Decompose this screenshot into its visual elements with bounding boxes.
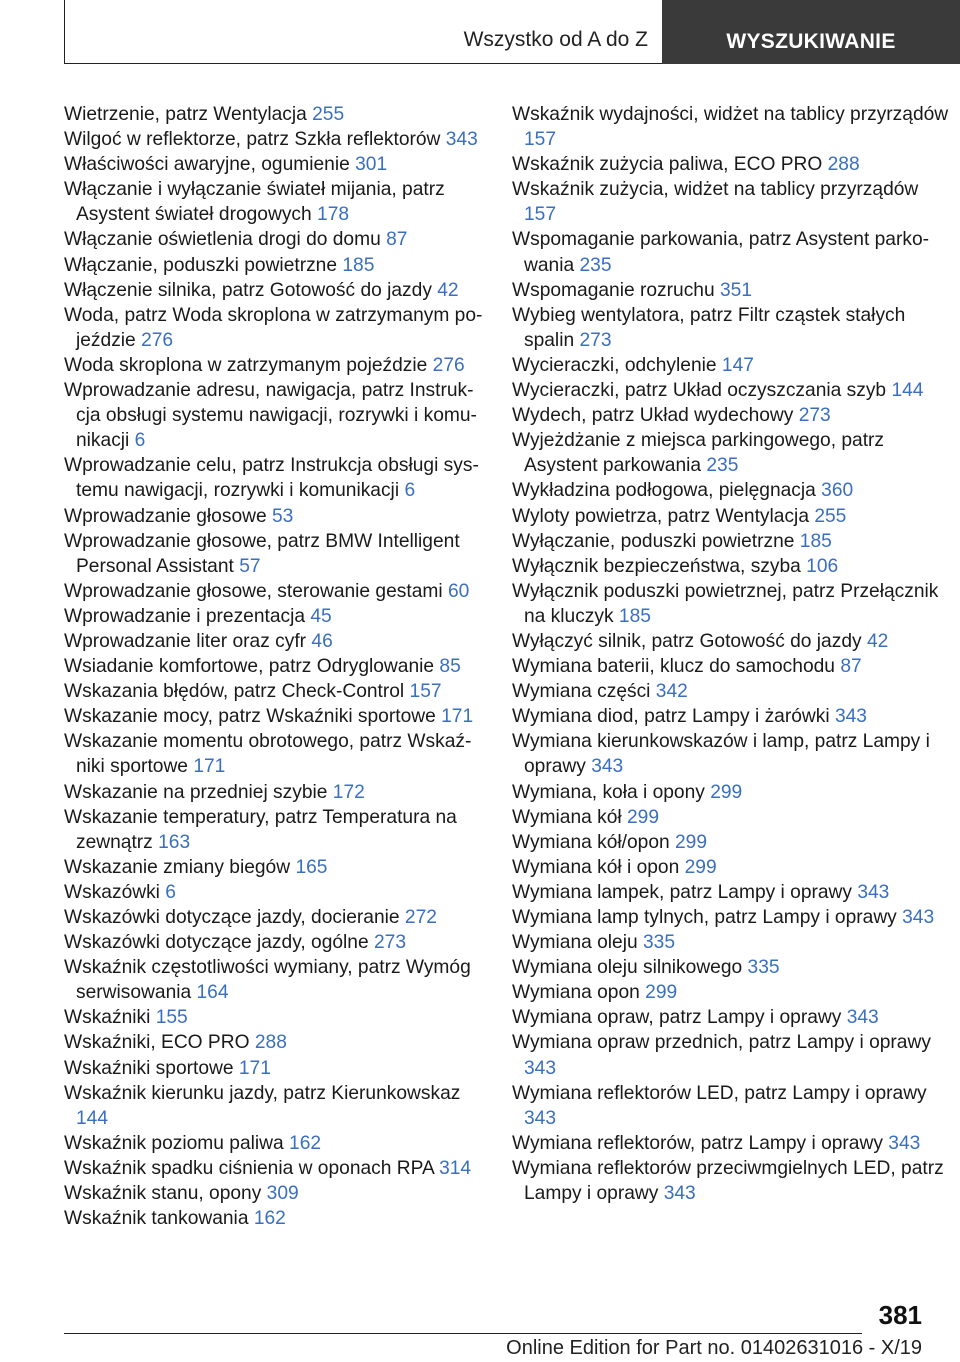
index-entry-text: Wilgoć w reflektorze, patrz Szkła reflektorów — [64, 129, 441, 151]
page-reference-link[interactable]: 6 — [404, 480, 416, 502]
index-entry-text: Właściwości awaryjne, ogumienie — [64, 154, 350, 176]
index-entry — [512, 102, 952, 152]
index-entry — [64, 504, 484, 529]
index-entry-text: Wprowadzanie liter oraz cyfr — [64, 630, 307, 652]
index-entry-text: Włączanie, poduszki powietrzne — [64, 254, 338, 276]
page-reference-link[interactable]: 235 — [706, 455, 739, 477]
page-reference-link[interactable]: 299 — [710, 781, 743, 803]
page-number: 381 — [878, 1300, 922, 1330]
index-entry — [64, 253, 484, 278]
page-reference-link[interactable]: 157 — [524, 129, 557, 151]
index-entry — [512, 1131, 952, 1156]
index-entry-text: Wymiana baterii, klucz do samochodu — [512, 656, 835, 678]
header-section-title: Wszystko od A do Z — [463, 28, 648, 51]
page-reference-link[interactable]: 57 — [239, 555, 261, 577]
page-reference-link[interactable]: 163 — [158, 831, 191, 853]
index-entry-text: Wymiana części — [512, 681, 651, 703]
index-entry — [512, 378, 952, 403]
index-entry-text: Wymiana oleju silnikowego — [512, 957, 743, 979]
index-entry-text: Wyłącznik poduszki powietrznej, patrz Przełącznik na kluczyk — [512, 580, 939, 627]
index-entry-text: Wspomaganie parkowania, patrz Asystent parkowania — [512, 229, 930, 276]
index-entry — [64, 353, 484, 378]
page-reference-link[interactable]: 273 — [374, 932, 407, 954]
index-entry-text: Wprowadzanie głosowe — [64, 505, 267, 527]
page-reference-link[interactable]: 165 — [295, 856, 328, 878]
index-entry-text: Wyłączyć silnik, patrz Gotowość do jazdy — [512, 630, 862, 652]
index-entry — [64, 1206, 484, 1231]
index-entry — [512, 303, 952, 353]
index-entry-text: Wskaźniki sportowe — [64, 1057, 234, 1079]
index-entry-text: Wprowadzanie celu, patrz Instrukcja obsługi systemu nawigacji, rozrywki i komunikacji — [64, 455, 479, 502]
index-entry-text: Wskazanie temperatury, patrz Temperatura na zewnątrz — [64, 806, 457, 853]
index-entry-text: Wskaźnik kierunku jazdy, patrz Kierunkowskaz — [64, 1082, 461, 1104]
page-reference-link[interactable]: 185 — [618, 605, 651, 627]
index-entry-text: Wymiana opraw, patrz Lampy i oprawy — [512, 1007, 842, 1029]
page-reference-link[interactable]: 343 — [591, 756, 624, 778]
index-entry — [512, 554, 952, 579]
index-entry-text: Woda skroplona w zatrzymanym pojeździe — [64, 354, 428, 376]
index-entry — [512, 403, 952, 428]
index-entry — [64, 855, 484, 880]
page-reference-link[interactable]: 309 — [266, 1183, 299, 1205]
index-entry — [64, 278, 484, 303]
index-entry — [64, 1030, 484, 1055]
index-entry-text: Wskazówki — [64, 881, 160, 903]
page-reference-link[interactable]: 45 — [310, 605, 332, 627]
index-entry — [512, 855, 952, 880]
index-entry — [64, 177, 484, 227]
index-entry — [64, 1005, 484, 1030]
index-entry — [64, 780, 484, 805]
index-entry-text: Wymiana kół — [512, 806, 622, 828]
footer-divider — [64, 1333, 862, 1334]
index-entry-text: Wskazanie na przedniej szybie — [64, 781, 328, 803]
index-entry-text: Wycieraczki, patrz Układ oczyszczania szyb — [512, 380, 887, 402]
page-reference-link[interactable]: 299 — [684, 856, 717, 878]
index-entry — [64, 127, 484, 152]
index-entry-text: Wskazówki dotyczące jazdy, ogólne — [64, 932, 369, 954]
page-reference-link[interactable]: 155 — [155, 1007, 188, 1029]
page-reference-link[interactable]: 335 — [643, 932, 676, 954]
index-entry — [512, 1005, 952, 1030]
page-reference-link[interactable]: 157 — [409, 681, 442, 703]
page-reference-link[interactable]: 272 — [404, 907, 437, 928]
page-reference-link[interactable]: 343 — [888, 1132, 921, 1154]
page-reference-link[interactable]: 343 — [663, 1183, 696, 1205]
index-entry — [512, 780, 952, 805]
index-entry — [512, 679, 952, 704]
page-reference-link[interactable]: 53 — [271, 505, 294, 527]
index-entry — [512, 278, 952, 303]
index-entry-text: Włączanie oświetlenia drogi do domu — [64, 229, 381, 251]
page-reference-link[interactable]: 171 — [238, 1057, 271, 1079]
index-entry-text: Wymiana kierunkowskazów i lamp, patrz Lampy i oprawy — [512, 731, 930, 778]
footer-edition-text: Online Edition for Part no. 01402631016 - X/19 — [506, 1337, 922, 1359]
index-entry-text: Wymiana reflektorów LED, patrz Lampy i oprawy — [512, 1082, 927, 1104]
index-entry-text: Wyloty powietrza, patrz Wentylacja — [512, 505, 809, 527]
page-reference-link[interactable]: 343 — [524, 1107, 557, 1129]
index-entry — [512, 177, 952, 227]
page-reference-link[interactable]: 235 — [579, 254, 612, 276]
index-entry-text: Wskaźnik częstotliwości wymiany, patrz Wymóg serwisowania — [64, 957, 471, 1004]
index-entry-text: Wskaźniki — [64, 1007, 151, 1029]
page-reference-link[interactable]: 144 — [891, 380, 924, 402]
index-entry — [64, 604, 484, 629]
page-reference-link[interactable]: 276 — [432, 354, 465, 376]
index-entry-text: Wycieraczki, odchylenie — [512, 354, 717, 376]
index-entry-text: Wymiana diod, patrz Lampy i żarówki — [512, 706, 830, 728]
page-reference-link[interactable]: 276 — [141, 329, 174, 351]
page-reference-link[interactable]: 60 — [447, 580, 470, 602]
page-reference-link[interactable]: 185 — [799, 530, 832, 552]
index-entry — [512, 880, 952, 905]
page-reference-link[interactable]: 288 — [827, 154, 860, 176]
index-entry — [512, 805, 952, 830]
index-entry — [512, 227, 952, 277]
index-entry — [64, 378, 484, 453]
index-entry-text: Wietrzenie, patrz Wentylacja — [64, 104, 307, 125]
index-entry — [64, 1181, 484, 1206]
index-entry-text: Wymiana reflektorów, patrz Lampy i oprawy — [512, 1132, 883, 1154]
index-entry — [64, 1131, 484, 1156]
index-entry — [512, 729, 952, 779]
index-entry-text: Wskazówki dotyczące jazdy, docieranie — [64, 907, 400, 928]
page-reference-link[interactable]: 185 — [342, 254, 375, 276]
index-entry-text: Wskaźnik poziomu paliwa — [64, 1132, 284, 1154]
page-reference-link[interactable]: 343 — [902, 907, 935, 928]
index-entry — [512, 830, 952, 855]
index-entry-text: Wprowadzanie i prezentacja — [64, 605, 306, 627]
index-entry — [64, 453, 484, 503]
page-reference-link[interactable]: 343 — [846, 1007, 879, 1029]
page-reference-link[interactable]: 87 — [386, 229, 408, 251]
page-reference-link[interactable]: 342 — [655, 681, 688, 703]
index-entry — [512, 478, 952, 503]
page-reference-link[interactable]: 171 — [441, 706, 474, 728]
index-entry-text: Wskaźnik zużycia, widżet na tablicy przyrządów — [512, 179, 919, 201]
page-reference-link[interactable]: 343 — [445, 129, 478, 151]
index-entry — [64, 1081, 484, 1131]
index-entry-text: Wymiana kół i opon — [512, 856, 680, 878]
index-entry-text: Wymiana opraw przednich, patrz Lampy i oprawy — [512, 1032, 931, 1054]
page-reference-link[interactable]: 255 — [312, 104, 345, 125]
page-reference-link[interactable]: 343 — [857, 881, 890, 903]
index-entry — [64, 629, 484, 654]
page-reference-link[interactable]: 360 — [821, 480, 854, 502]
index-entry — [64, 805, 484, 855]
index-entry-text: Wprowadzanie głosowe, sterowanie gestami — [64, 580, 443, 602]
index-entry-text: Wskazanie mocy, patrz Wskaźniki sportowe — [64, 706, 436, 728]
index-entry-text: Wspomaganie rozruchu — [512, 279, 715, 301]
index-entry — [64, 654, 484, 679]
index-entry — [64, 1056, 484, 1081]
index-entry — [512, 980, 952, 1005]
index-entry-text: Włączanie i wyłączanie świateł mijania, patrz Asystent świateł drogowych — [64, 179, 445, 226]
page-reference-link[interactable]: 106 — [806, 555, 839, 577]
index-entry — [512, 152, 952, 177]
page-reference-link[interactable]: 273 — [798, 405, 831, 427]
page-reference-link[interactable]: 299 — [627, 806, 660, 828]
index-entry-text: Wydech, patrz Układ wydechowy — [512, 405, 794, 427]
index-entry-text: Wskazanie momentu obrotowego, patrz Wskaźniki sportowe — [64, 731, 472, 778]
page-reference-link[interactable]: 162 — [289, 1132, 322, 1154]
index-entry-text: Wskazania błędów, patrz Check-Control — [64, 681, 405, 703]
index-entry-text: Wymiana reflektorów przeciwmgielnych LED, patrz Lampy i oprawy — [512, 1157, 944, 1205]
page-reference-link[interactable]: 351 — [719, 279, 752, 301]
index-entry-text: Wymiana opon — [512, 982, 640, 1004]
page-reference-link[interactable]: 178 — [317, 204, 350, 226]
index-entry-text: Włączenie silnika, patrz Gotowość do jazdy — [64, 279, 432, 301]
index-entry — [512, 504, 952, 529]
search-tab[interactable]: WYSZUKIWANIE — [662, 0, 960, 64]
index-entry-text: Wybieg wentylatora, patrz Filtr cząstek stałych spalin — [512, 304, 906, 351]
index-entry — [64, 529, 484, 579]
page-reference-link[interactable]: 299 — [645, 982, 678, 1004]
index-entry-text: Wprowadzanie głosowe, patrz BMW Intelligent Personal Assistant — [64, 530, 460, 577]
page-reference-link[interactable]: 42 — [437, 279, 459, 301]
index-entry — [64, 102, 484, 127]
index-entry — [512, 930, 952, 955]
page-reference-link[interactable]: 288 — [254, 1032, 287, 1054]
index-entry-text: Wskazanie zmiany biegów — [64, 856, 291, 878]
page-reference-link[interactable]: 144 — [76, 1107, 109, 1129]
index-entry-text: Wyjeżdżanie z miejsca parkingowego, patrz Asystent parkowania — [512, 430, 885, 477]
index-column-right — [512, 102, 952, 1206]
index-entry-text: Wymiana kół/opon — [512, 831, 670, 853]
page-reference-link[interactable]: 6 — [165, 881, 176, 903]
index-entry-text: Wymiana lamp tylnych, patrz Lampy i oprawy — [512, 907, 897, 928]
index-entry — [64, 880, 484, 905]
index-entry-text: Wskaźnik stanu, opony — [64, 1183, 262, 1205]
index-entry-text: Wsiadanie komfortowe, patrz Odryglowanie — [64, 656, 435, 678]
page-reference-link[interactable]: 301 — [355, 154, 388, 176]
index-entry — [512, 579, 952, 629]
page-reference-link[interactable]: 273 — [579, 329, 612, 351]
index-entry — [64, 227, 484, 252]
index-entry — [64, 303, 484, 353]
page-reference-link[interactable]: 171 — [193, 756, 226, 778]
index-entry — [64, 579, 484, 604]
index-entry — [512, 1030, 952, 1080]
index-entry-text: Wyłącznik bezpieczeństwa, szyba — [512, 555, 801, 577]
page-reference-link[interactable]: 299 — [675, 831, 708, 853]
index-entry-text: Wskaźniki, ECO PRO — [64, 1032, 250, 1054]
index-entry-text: Wymiana lampek, patrz Lampy i oprawy — [512, 881, 852, 903]
index-entry — [512, 529, 952, 554]
index-entry — [512, 428, 952, 478]
index-entry — [64, 704, 484, 729]
page-reference-link[interactable]: 85 — [439, 656, 461, 678]
index-entry-text: Woda, patrz Woda skroplona w zatrzymanym pojeździe — [64, 304, 483, 351]
index-entry — [512, 353, 952, 378]
index-entry-text: Wprowadzanie adresu, nawigacja, patrz Instrukcja obsługi systemu nawigacji, rozrywki i komunikacji — [64, 380, 477, 452]
page-reference-link[interactable]: 335 — [747, 957, 780, 979]
index-entry — [512, 629, 952, 654]
index-entry — [64, 1156, 484, 1181]
index-entry — [64, 729, 484, 779]
index-entry-text: Wymiana, koła i opony — [512, 781, 705, 803]
index-entry-text: Wskaźnik spadku ciśnienia w oponach RPA — [64, 1157, 434, 1179]
index-entry — [64, 955, 484, 1005]
index-entry-text: Wymiana oleju — [512, 932, 638, 954]
page-reference-link[interactable]: 314 — [439, 1157, 472, 1179]
page-reference-link[interactable]: 147 — [721, 354, 754, 376]
page-reference-link[interactable]: 42 — [866, 630, 889, 652]
page-reference-link[interactable]: 343 — [524, 1057, 557, 1079]
index-entry — [64, 152, 484, 177]
index-entry — [512, 955, 952, 980]
page-reference-link[interactable]: 46 — [311, 630, 333, 652]
index-column-left — [64, 102, 484, 1231]
index-entry — [64, 930, 484, 955]
index-entry — [512, 905, 952, 930]
page-reference-link[interactable]: 164 — [196, 982, 229, 1004]
index-entry — [512, 704, 952, 729]
page-reference-link[interactable]: 255 — [814, 505, 847, 527]
index-entry-text: Wskaźnik tankowania — [64, 1208, 249, 1230]
page-reference-link[interactable]: 343 — [834, 706, 867, 728]
index-entry — [512, 1156, 952, 1206]
index-entry-text: Wskaźnik zużycia paliwa, ECO PRO — [512, 154, 823, 176]
index-entry — [512, 1081, 952, 1131]
page-reference-link[interactable]: 172 — [332, 781, 365, 803]
page-reference-link[interactable]: 157 — [524, 204, 557, 226]
page-reference-link[interactable]: 87 — [840, 656, 862, 678]
index-entry — [64, 905, 484, 930]
index-entry-text: Wyłączanie, poduszki powietrzne — [512, 530, 795, 552]
index-entry — [512, 654, 952, 679]
index-entry-text: Wykładzina podłogowa, pielęgnacja — [512, 480, 816, 502]
page-reference-link[interactable]: 6 — [134, 430, 146, 452]
index-entry — [64, 679, 484, 704]
page-reference-link[interactable]: 162 — [253, 1208, 286, 1230]
index-entry-text: Wskaźnik wydajności, widżet na tablicy przyrządów — [512, 104, 949, 125]
